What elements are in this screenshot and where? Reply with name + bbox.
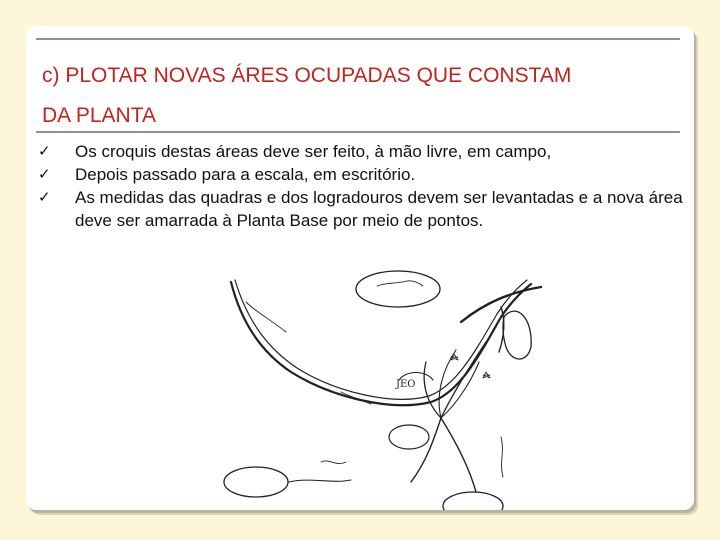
slide-title [42, 56, 682, 136]
bullet-list [38, 140, 688, 232]
slide [26, 26, 694, 510]
check-icon: ✓ [38, 188, 51, 206]
top-rule [36, 38, 680, 40]
title-rule [36, 131, 680, 133]
svg-text:JEO: JEO [396, 379, 416, 390]
bullet-text: Os croquis destas áreas deve ser feito, à mão livre, em campo, [75, 142, 552, 161]
check-icon: ✓ [38, 142, 51, 160]
bullet-text: Depois passado para a escala, em escritório. [75, 165, 416, 184]
bullet-item [38, 186, 688, 232]
title-line-1: c) PLOTAR NOVAS ÁRES OCUPADAS QUE CONSTAM [42, 64, 572, 87]
map-sketch-image [201, 262, 551, 510]
bullet-item [38, 163, 688, 186]
title-line-2: DA PLANTA [42, 104, 156, 127]
bullet-item [38, 140, 688, 163]
bullet-text: As medidas das quadras e dos logradouros devem ser levantadas e a nova área deve ser amarrada à Planta Base por meio de pontos. [75, 188, 683, 230]
check-icon: ✓ [38, 165, 51, 183]
